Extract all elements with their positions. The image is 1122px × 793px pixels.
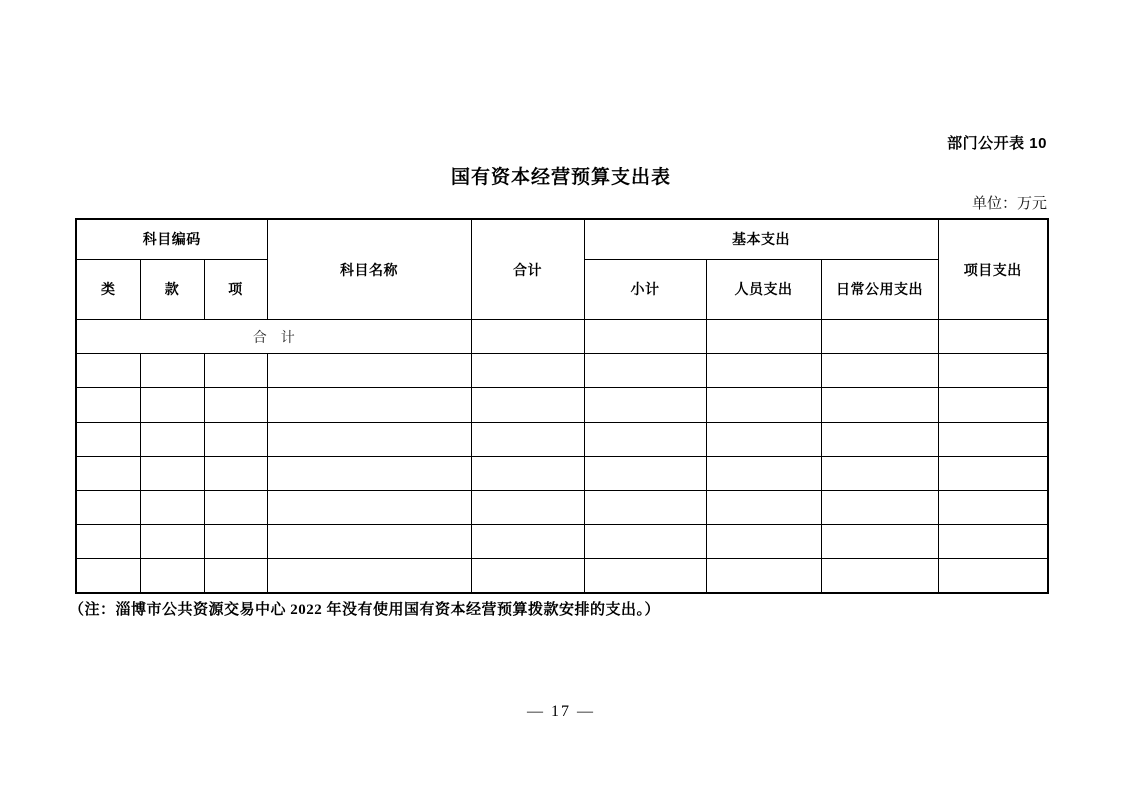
table-cell xyxy=(584,559,706,593)
table-cell xyxy=(706,525,821,559)
table-cell xyxy=(267,490,471,524)
total-row xyxy=(76,320,1048,354)
table-cell xyxy=(584,388,706,422)
table-row xyxy=(76,456,1048,490)
table-cell xyxy=(821,490,938,524)
table-cell xyxy=(938,559,1048,593)
table-cell xyxy=(706,422,821,456)
header-subject-code: 科目编码 xyxy=(76,219,267,259)
budget-table xyxy=(75,218,1049,594)
table-cell xyxy=(267,354,471,388)
table-cell xyxy=(267,422,471,456)
table-cell xyxy=(204,422,267,456)
table-cell xyxy=(584,456,706,490)
table-cell xyxy=(584,354,706,388)
table-cell xyxy=(821,525,938,559)
total-row-label: 合 计 xyxy=(76,320,471,354)
table-cell xyxy=(140,525,204,559)
table-cell xyxy=(471,422,584,456)
table-cell xyxy=(76,490,140,524)
table-cell xyxy=(204,388,267,422)
table-cell xyxy=(706,320,821,354)
table-cell xyxy=(471,490,584,524)
table-cell xyxy=(76,422,140,456)
page-number: — 17 — xyxy=(527,703,595,720)
table-cell xyxy=(938,525,1048,559)
table-row xyxy=(76,354,1048,388)
header-daily-public-expenditure: 日常公用支出 xyxy=(821,259,938,319)
table-cell xyxy=(140,388,204,422)
table-cell xyxy=(140,354,204,388)
table-cell xyxy=(821,354,938,388)
table-cell xyxy=(938,490,1048,524)
table-row xyxy=(76,525,1048,559)
table-cell xyxy=(471,456,584,490)
header-project-expenditure: 项目支出 xyxy=(938,219,1048,320)
table-cell xyxy=(76,456,140,490)
table-cell xyxy=(76,388,140,422)
header-subject-name: 科目名称 xyxy=(267,219,471,320)
table-cell xyxy=(204,490,267,524)
table-cell xyxy=(821,388,938,422)
table-cell xyxy=(938,422,1048,456)
table-cell xyxy=(584,320,706,354)
table-cell xyxy=(584,525,706,559)
header-code-section: 款 xyxy=(140,259,204,319)
table-cell xyxy=(267,559,471,593)
header-code-item: 项 xyxy=(204,259,267,319)
table-cell xyxy=(938,388,1048,422)
table-cell xyxy=(204,354,267,388)
table-cell xyxy=(76,525,140,559)
table-cell xyxy=(140,456,204,490)
table-cell xyxy=(821,320,938,354)
table-cell xyxy=(267,388,471,422)
table-cell xyxy=(140,490,204,524)
table-cell xyxy=(471,525,584,559)
table-cell xyxy=(706,388,821,422)
unit-label: 单位：万元 xyxy=(971,196,1047,212)
table-cell xyxy=(584,490,706,524)
table-cell xyxy=(938,320,1048,354)
table-cell xyxy=(706,354,821,388)
doc-label: 部门公开表 10 xyxy=(947,135,1047,152)
table-cell xyxy=(204,559,267,593)
note-text: （注：淄博市公共资源交易中心 2022 年没有使用国有资本经营预算拨款安排的支出。） xyxy=(69,602,661,618)
table-cell xyxy=(821,456,938,490)
header-subtotal: 小计 xyxy=(584,259,706,319)
table-cell xyxy=(267,525,471,559)
header-personnel-expenditure: 人员支出 xyxy=(706,259,821,319)
table-cell xyxy=(140,422,204,456)
page-title: 国有资本经营预算支出表 xyxy=(450,167,671,188)
table-cell xyxy=(471,388,584,422)
table-cell xyxy=(76,559,140,593)
table-cell xyxy=(76,354,140,388)
header-row-1 xyxy=(76,219,1048,259)
table-cell xyxy=(471,354,584,388)
table-cell xyxy=(204,456,267,490)
table-cell xyxy=(821,559,938,593)
table-cell xyxy=(267,456,471,490)
table-cell xyxy=(706,490,821,524)
table-cell xyxy=(471,320,584,354)
table-cell xyxy=(140,559,204,593)
table-cell xyxy=(706,559,821,593)
table-cell xyxy=(938,456,1048,490)
table-cell xyxy=(204,525,267,559)
table-cell xyxy=(821,422,938,456)
header-basic-expenditure: 基本支出 xyxy=(584,219,938,259)
table-cell xyxy=(706,456,821,490)
header-total: 合计 xyxy=(471,219,584,320)
table-cell xyxy=(471,559,584,593)
table-row xyxy=(76,422,1048,456)
table-cell xyxy=(584,422,706,456)
header-code-class: 类 xyxy=(76,259,140,319)
table-row xyxy=(76,559,1048,593)
table-row xyxy=(76,490,1048,524)
table-row xyxy=(76,388,1048,422)
table-cell xyxy=(938,354,1048,388)
